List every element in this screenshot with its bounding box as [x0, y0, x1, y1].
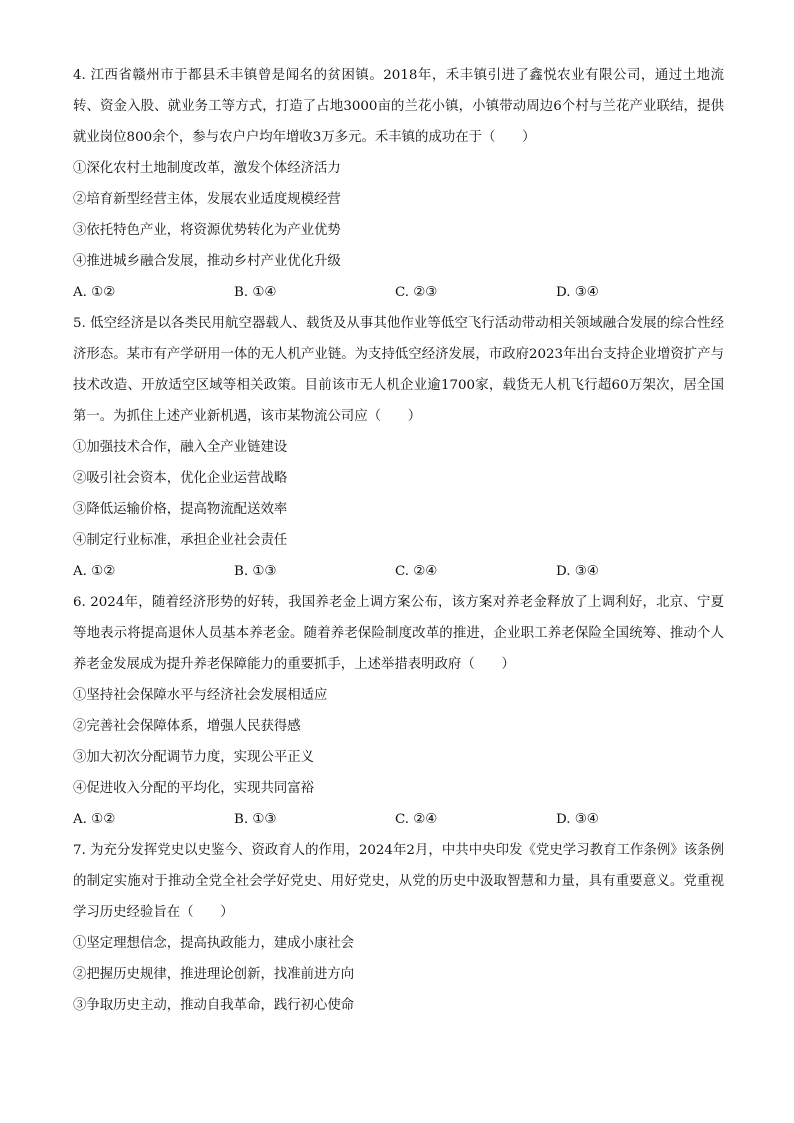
choice-c: C. ②③ — [395, 285, 438, 300]
answer-choices — [73, 804, 724, 835]
option-1: ①坚定理想信念，提高执政能力，建成小康社会 — [73, 936, 355, 951]
answer-choices — [73, 277, 724, 308]
question-5 — [73, 308, 724, 587]
question-stem: 6. 2024年，随着经济形势的好转，我国养老金上调方案公布，该方案对养老金释放了上调利好，北京、宁夏等地表示将提高退休人员基本养老金。随着养老保险制度改革的推进，企业职工养老保险全国统筹、推动个人养老金发展成为提升养老保障能力的重要抓手，上述举措表明政府（ ） — [73, 595, 724, 672]
choice-b: B. ①④ — [234, 285, 277, 300]
option-2: ②把握历史规律，推进理论创新，找准前进方向 — [73, 967, 355, 982]
option-3: ③依托特色产业，将资源优势转化为产业优势 — [73, 223, 341, 238]
option-4: ④制定行业标准，承担企业社会责任 — [73, 533, 288, 548]
choice-c: C. ②④ — [395, 564, 438, 579]
choice-d: D. ③④ — [556, 285, 599, 300]
question-4 — [73, 60, 724, 308]
option-2: ②吸引社会资本，优化企业运营战略 — [73, 471, 288, 486]
question-stem: 4. 江西省赣州市于都县禾丰镇曾是闻名的贫困镇。2018年，禾丰镇引进了鑫悦农业有限公司，通过土地流转、资金入股、就业务工等方式，打造了占地3000亩的兰花小镇，小镇带动周边6个村与兰花产业联结，提供就业岗位800余个，参与农户户均年增收3万多元。禾丰镇的成功在于（ ） — [73, 68, 724, 145]
option-4: ④推进城乡融合发展，推动乡村产业优化升级 — [73, 254, 341, 269]
choice-a: A. ①② — [73, 812, 116, 827]
option-3: ③争取历史主动，推动自我革命，践行初心使命 — [73, 998, 355, 1013]
choice-b: B. ①③ — [234, 812, 277, 827]
choice-a: A. ①② — [73, 285, 116, 300]
option-4: ④促进收入分配的平均化，实现共同富裕 — [73, 781, 315, 796]
option-1: ①加强技术合作，融入全产业链建设 — [73, 440, 288, 455]
option-1: ①坚持社会保障水平与经济社会发展相适应 — [73, 688, 328, 703]
question-stem: 7. 为充分发挥党史以史鉴今、资政育人的作用，2024年2月，中共中央印发《党史学习教育工作条例》该条例的制定实施对于推动全党全社会学好党史、用好党史，从党的历史中汲取智慧和力量，具有重要意义。党重视学习历史经验旨在（ ） — [73, 843, 724, 920]
choice-b: B. ①③ — [234, 564, 277, 579]
question-7 — [73, 835, 724, 1021]
answer-choices — [73, 556, 724, 587]
choice-a: A. ①② — [73, 564, 116, 579]
option-1: ①深化农村土地制度改革，激发个体经济活力 — [73, 161, 341, 176]
choice-d: D. ③④ — [556, 812, 599, 827]
choice-c: C. ②④ — [395, 812, 438, 827]
option-2: ②完善社会保障体系，增强人民获得感 — [73, 719, 301, 734]
question-stem: 5. 低空经济是以各类民用航空器载人、载货及从事其他作业等低空飞行活动带动相关领域融合发展的综合性经济形态。某市有产学研用一体的无人机产业链。为支持低空经济发展，市政府2023年出台支持企业增资扩产与技术改造、开放适空区域等相关政策。目前该市无人机企业逾1700家，载货无人机飞行超60万架次，居全国第一。为抓住上述产业新机遇，该市某物流公司应（ ） — [73, 316, 724, 424]
question-6 — [73, 587, 724, 835]
choice-d: D. ③④ — [556, 564, 599, 579]
option-3: ③加大初次分配调节力度，实现公平正义 — [73, 750, 315, 765]
option-3: ③降低运输价格，提高物流配送效率 — [73, 502, 288, 517]
option-2: ②培育新型经营主体，发展农业适度规模经营 — [73, 192, 341, 207]
